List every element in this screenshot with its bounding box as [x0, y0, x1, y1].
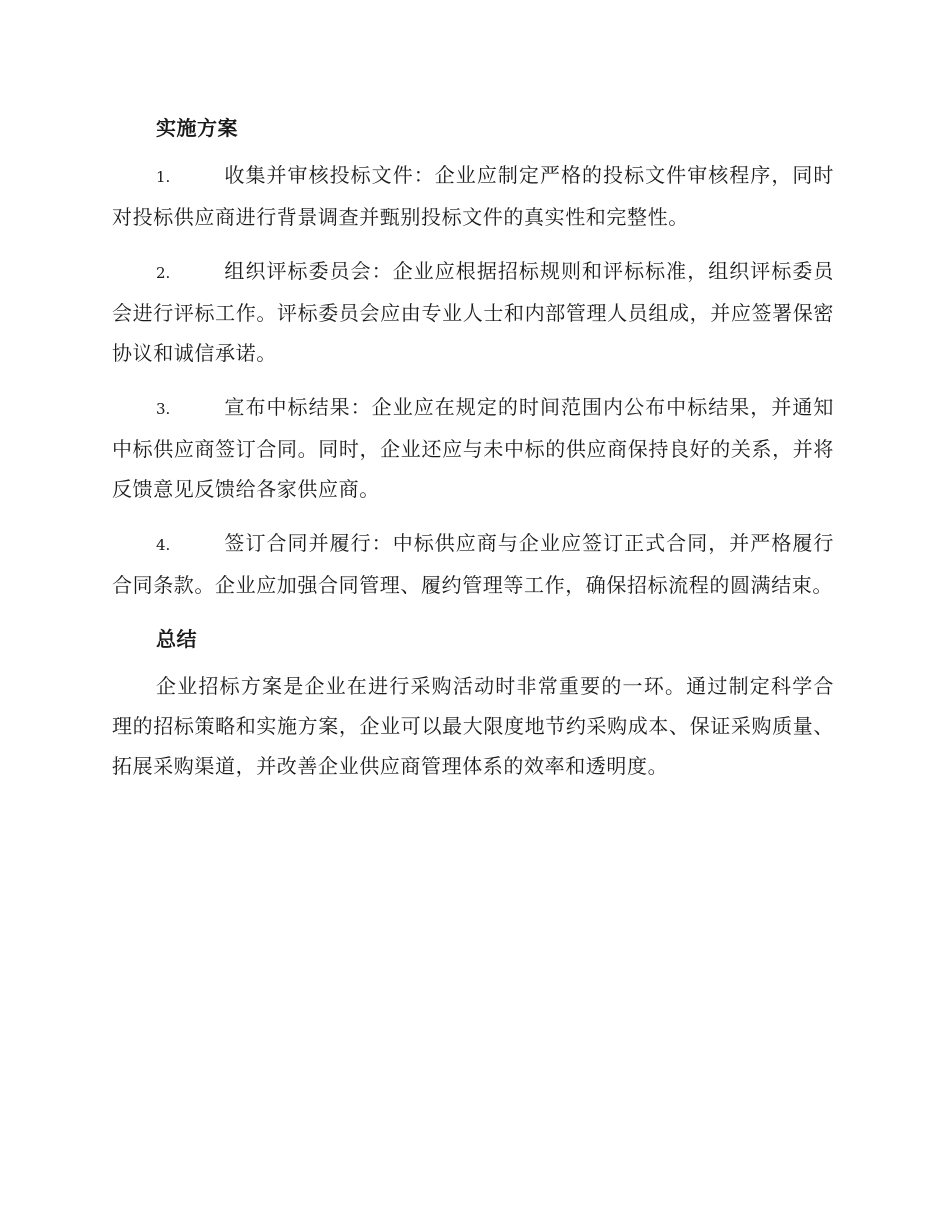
list-item-text: 签订合同并履行：中标供应商与企业应签订正式合同，并严格履行合同条款。企业应加强合同管理、履约管理等工作，确保招标流程的圆满结束。: [112, 531, 834, 597]
summary-paragraph: 企业招标方案是企业在进行采购活动时非常重要的一环。通过制定科学合理的招标策略和实施方案，企业可以最大限度地节约采购成本、保证采购质量、拓展采购渠道，并改善企业供应商管理体系的效率和透明度。: [112, 674, 834, 778]
list-item-text: 宣布中标结果：企业应在规定的时间范围内公布中标结果，并通知中标供应商签订合同。同时，企业还应与未中标的供应商保持良好的关系，并将反馈意见反馈给各家供应商。: [112, 395, 834, 501]
list-item-2: [112, 251, 834, 373]
list-item-4: [112, 523, 834, 605]
section-heading-implementation: 实施方案: [156, 116, 238, 140]
list-item-3: [112, 387, 834, 509]
section-heading-summary: 总结: [156, 627, 197, 651]
list-item-number: 2.: [156, 264, 171, 282]
list-item-number: 1.: [156, 168, 171, 186]
list-item-text: 组织评标委员会：企业应根据招标规则和评标标准，组织评标委员会进行评标工作。评标委员会应由专业人士和内部管理人员组成，并应签署保密协议和诚信承诺。: [112, 259, 834, 365]
document-page: [112, 108, 834, 800]
list-item-number: 4.: [156, 536, 171, 554]
list-item-1: [112, 155, 834, 237]
list-item-text: 收集并审核投标文件：企业应制定严格的投标文件审核程序，同时对投标供应商进行背景调查并甄别投标文件的真实性和完整性。: [112, 163, 834, 229]
list-item-number: 3.: [156, 400, 171, 418]
